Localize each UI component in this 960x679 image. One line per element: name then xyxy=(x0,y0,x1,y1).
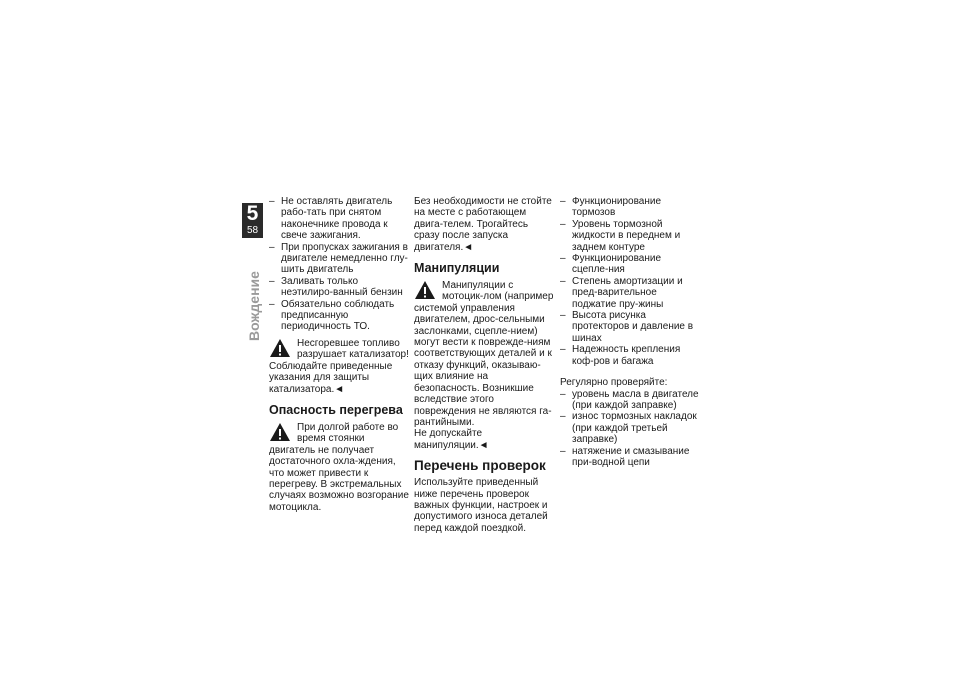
heading-manipulation: Манипуляции xyxy=(414,261,500,276)
section-title: Вождение xyxy=(246,271,262,341)
column-3 xyxy=(560,196,700,468)
column-1 xyxy=(269,196,409,513)
list-item: – натяжение и смазывание при-водной цепи xyxy=(560,446,700,469)
heading-overheat: Опасность перегрева xyxy=(269,402,403,417)
warning-triangle-icon xyxy=(269,338,291,358)
list-item: – Функционирование тормозов xyxy=(560,196,700,219)
heading-checklist: Перечень проверок xyxy=(414,458,546,474)
page-number: 58 xyxy=(246,225,259,236)
list-item: – При пропусках зажигания в двигателе немедленно глу-шить двигатель xyxy=(269,242,409,276)
list-item: – Надежность крепления коф-ров и багажа xyxy=(560,344,700,367)
fuel-instructions: Соблюдайте приведенные указания для защиты катализатора.◄ xyxy=(269,360,393,395)
warning-overheat-text: При долгой работе во время стоянки двигатель не получает достаточного охла-ждения, что может привести к перегреву. В экстремальных случаях возможно возгорание мотоцикла. xyxy=(269,421,409,513)
list-item: – Высота рисунка протекторов и давление в шинах xyxy=(560,310,700,344)
regular-check-list xyxy=(560,389,700,469)
warning-fuel xyxy=(269,338,409,361)
warning-fuel-text: Несгоревшее топливо разрушает катализатор! xyxy=(297,337,409,361)
list-item: – износ тормозных накладок (при каждой третьей заправке) xyxy=(560,411,700,445)
regular-check-heading: Регулярно проверяйте: xyxy=(560,377,668,389)
warning-triangle-icon xyxy=(414,280,436,300)
list-item: – Уровень тормозной жидкости в переднем и заднем контуре xyxy=(560,219,700,253)
warning-overheat xyxy=(269,422,409,513)
list-item: – Обязательно соблюдать предписанную периодичность ТО. xyxy=(269,299,409,333)
list-item: – Степень амортизации и пред-варительное поджатие пру-жины xyxy=(560,276,700,310)
idle-advice: Без необходимости не стойте на месте с работающем двига-телем. Трогайтесь сразу после запуска двигателя.◄ xyxy=(414,196,552,253)
list-item: – Не оставлять двигатель рабо-тать при снятом наконечнике провода к свече зажигания. xyxy=(269,196,409,242)
checklist-intro: Используйте приведенный ниже перечень проверок важных функции, настроек и допустимого износа деталей перед каждой поездкой. xyxy=(414,477,548,534)
list-item: – Функционирование сцепле-ния xyxy=(560,253,700,276)
checklist-items xyxy=(560,196,700,367)
list-item: – Заливать только неэтилиро-ванный бензин xyxy=(269,276,409,299)
warning-triangle-icon xyxy=(269,422,291,442)
chapter-number: 5 xyxy=(246,202,259,225)
precaution-list xyxy=(269,196,409,333)
list-item: – уровень масла в двигателе (при каждой заправке) xyxy=(560,389,700,412)
column-2 xyxy=(414,196,554,534)
manipulation-note: Не допускайте манипуляции.◄ xyxy=(414,428,489,451)
chapter-badge xyxy=(242,203,263,238)
warning-manipulation xyxy=(414,280,554,428)
warning-manipulation-text: Манипуляции с мотоцик-лом (например системой управления двигателем, дрос-сельными заслонками, сцепле-нием) могут вести к поврежде-ниям соответствующих деталей и к отказу функций, оказываю-щих влияние на безопасность. Возникшие вследствие этого повреждения не являются га-рантийными. xyxy=(414,280,554,428)
